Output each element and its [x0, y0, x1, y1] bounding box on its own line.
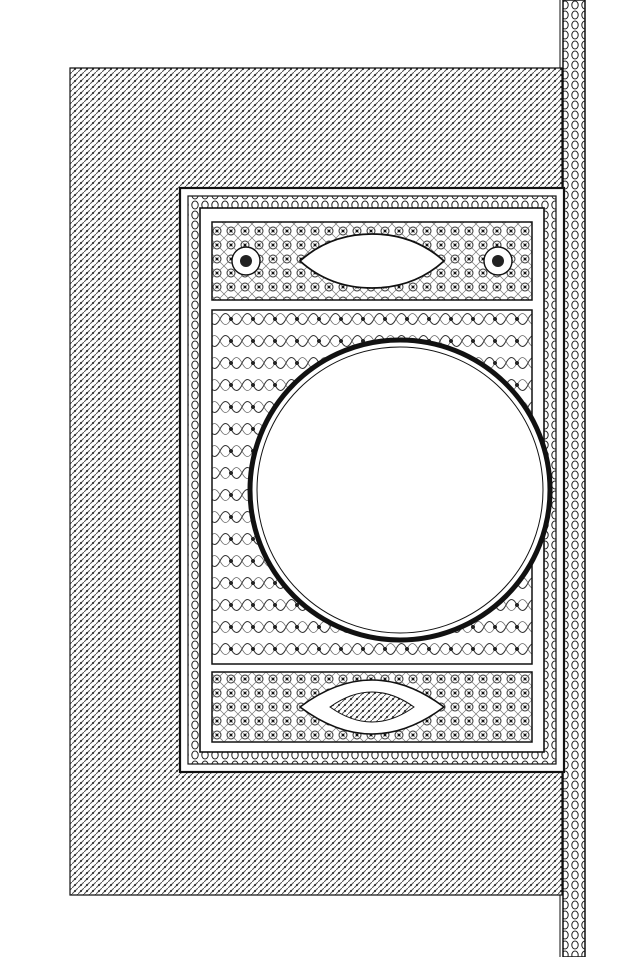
- verse-text-block: [262, 350, 537, 392]
- bismillah: [262, 350, 537, 392]
- surah-title: [220, 238, 570, 298]
